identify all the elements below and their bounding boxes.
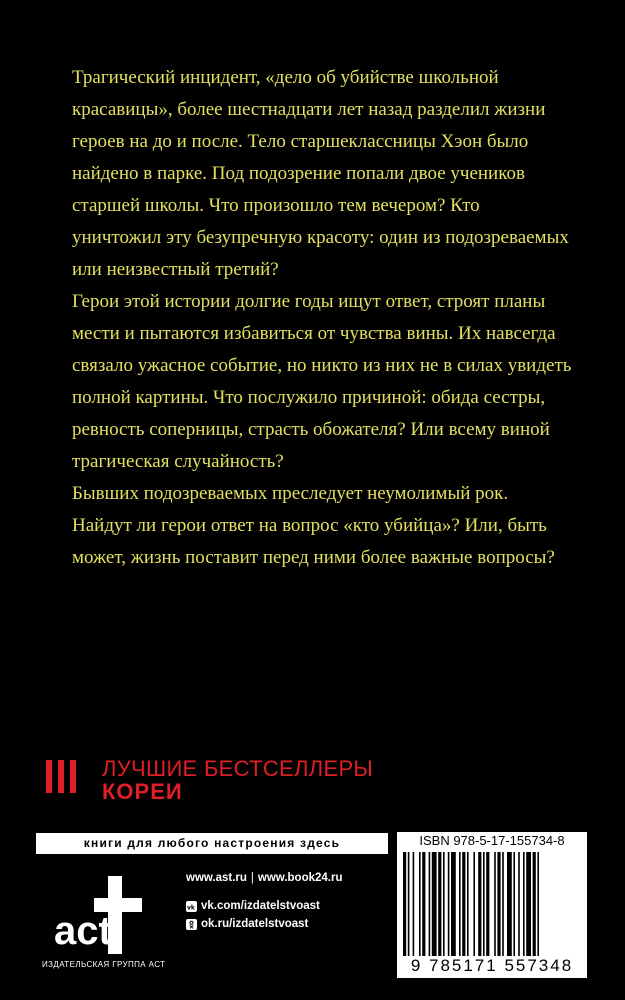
ok-link[interactable]: ok.ru/izdatelstvoast <box>201 918 309 930</box>
annotation-text <box>72 62 572 574</box>
vk-icon <box>186 901 197 912</box>
ast-logo-icon <box>46 868 156 960</box>
barcode-panel <box>397 832 587 978</box>
series-label <box>46 757 373 803</box>
publisher-logo <box>46 868 156 973</box>
publisher-name: ИЗДАТЕЛЬСКАЯ ГРУППА АСТ <box>42 960 166 969</box>
series-title <box>102 757 373 803</box>
svg-text:vk: vk <box>187 904 195 911</box>
website-links <box>186 870 342 886</box>
barcode-digits: 9 785171 557348 <box>410 956 574 975</box>
website-link-book24[interactable]: www.book24.ru <box>257 872 343 884</box>
barcode-icon <box>403 852 581 956</box>
series-bars-icon <box>46 760 76 793</box>
vk-link-row[interactable] <box>186 898 342 914</box>
ok-link-row[interactable] <box>186 916 342 932</box>
vk-link[interactable]: vk.com/izdatelstvoast <box>201 900 320 912</box>
blurb-paragraph-1: Трагический инцидент, «дело об убийстве школьной красавицы», более шестнадцати лет назад разделил жизни героев на до и после. Тело старшеклассницы Хэон было найдено в парке. Под подозрение попали двое учеников старшей школы. Что произошло тем вечером? Кто уничтожил эту безупречную красоту: один из подозреваемых или неизвестный третий? <box>72 67 569 280</box>
logo-text: act <box>54 909 112 953</box>
series-title-line1: ЛУЧШИЕ БЕСТСЕЛЛЕРЫ <box>102 756 374 781</box>
tagline-banner: книги для любого настроения здесь <box>36 833 388 854</box>
blurb-paragraph-3: Бывших подозреваемых преследует неумолимый рок. Найдут ли герои ответ на вопрос «кто убийца»? Или, быть может, жизнь поставит перед ними более важные вопросы? <box>72 483 555 568</box>
website-link-ast[interactable]: www.ast.ru <box>186 872 247 884</box>
publisher-links <box>186 870 342 934</box>
odnoklassniki-icon <box>186 919 197 930</box>
blurb-paragraph-2: Герои этой истории долгие годы ищут ответ, строят планы мести и пытаются избавиться от чувства вины. Их навсегда связало ужасное событие, но никто из них не в силах увидеть полной картины. Что послужило причиной: обида сестры, ревность соперницы, страсть обожателя? Или всему виной трагическая случайность? <box>72 291 572 472</box>
isbn-number: ISBN 978-5-17-155734-8 <box>419 833 565 848</box>
series-title-line2: КОРЕИ <box>102 779 183 804</box>
link-separator: | <box>250 872 254 884</box>
